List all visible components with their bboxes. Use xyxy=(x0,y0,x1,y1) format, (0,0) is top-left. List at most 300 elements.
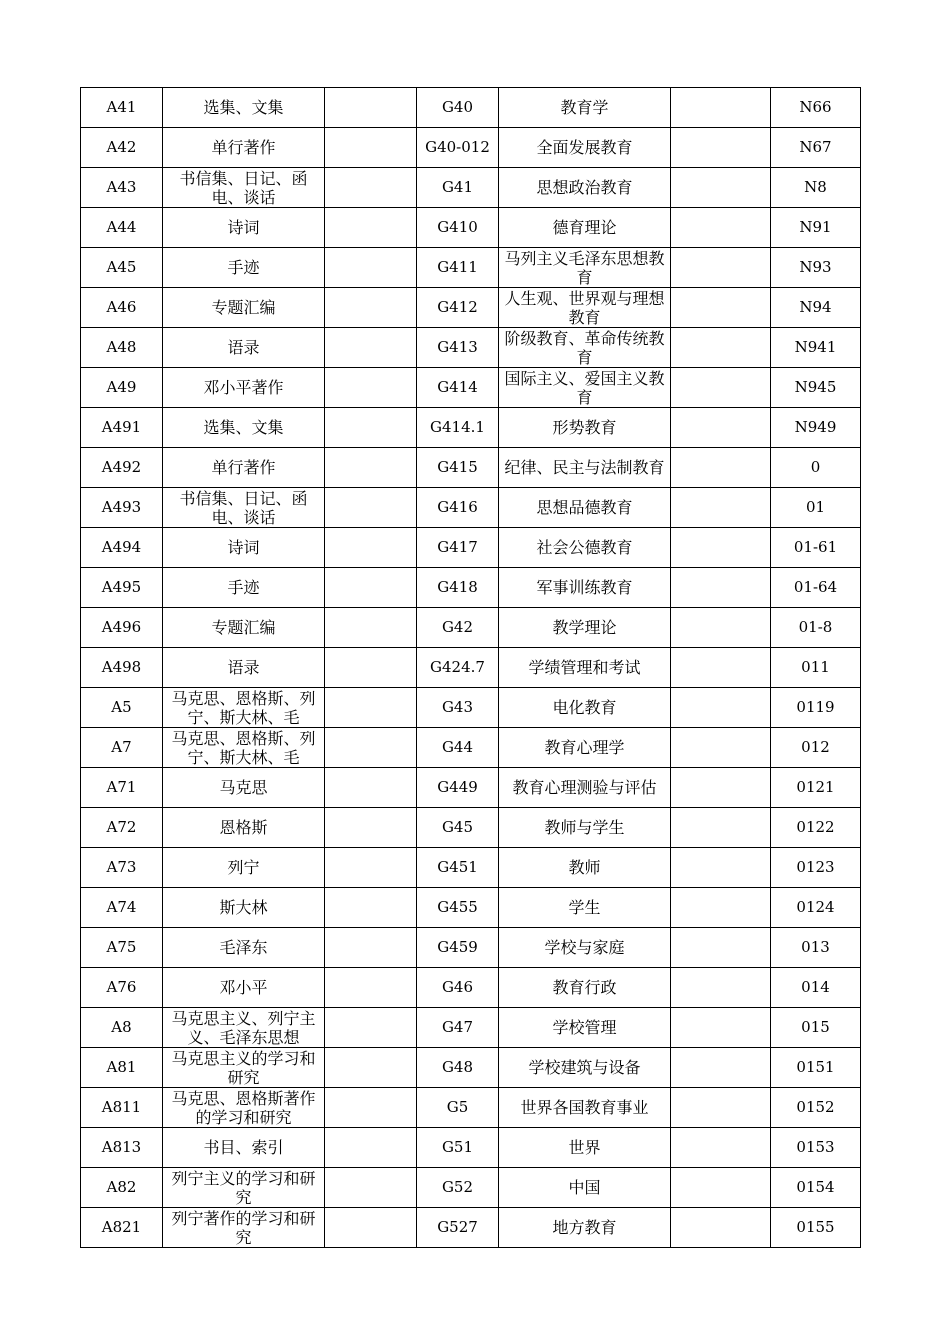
table-cell-code-n xyxy=(771,208,861,248)
table-cell-code-a xyxy=(81,648,163,688)
table-row xyxy=(81,128,861,168)
table-cell-blank-a xyxy=(325,568,417,608)
table-cell-blank-g xyxy=(671,328,771,368)
cell-text: 0119 xyxy=(796,698,835,716)
cell-text: A813 xyxy=(101,1138,142,1156)
table-cell-code-a xyxy=(81,328,163,368)
cell-text: A49 xyxy=(106,378,137,396)
cell-text: 语录 xyxy=(227,658,260,677)
cell-text: G46 xyxy=(441,978,474,996)
cell-text: G40 xyxy=(441,98,474,116)
cell-text: 社会公德教育 xyxy=(536,538,633,557)
table-cell-blank-g xyxy=(671,688,771,728)
cell-text: 列宁 xyxy=(227,858,260,877)
cell-text: 书信集、日记、函电、谈话 xyxy=(179,488,308,527)
table-cell-blank-a xyxy=(325,528,417,568)
table-cell-title-g xyxy=(499,688,671,728)
cell-text: G455 xyxy=(437,898,478,916)
cell-text: 马克思 xyxy=(219,778,268,797)
table-cell-title-g xyxy=(499,608,671,648)
cell-text: G413 xyxy=(437,338,478,356)
table-cell-code-g xyxy=(417,528,499,568)
table-cell-code-a xyxy=(81,128,163,168)
cell-text: 0124 xyxy=(796,898,835,916)
cell-text: 马克思、恩格斯、列宁、斯大林、毛 xyxy=(171,688,316,727)
cell-text: 阶级教育、革命传统教育 xyxy=(504,328,665,367)
cell-text: A821 xyxy=(101,1218,142,1236)
cell-text: 教育心理测验与评估 xyxy=(512,778,657,797)
table-cell-blank-g xyxy=(671,1208,771,1248)
cell-text: A82 xyxy=(106,1178,137,1196)
table-cell-title-a xyxy=(163,1168,325,1208)
table-cell-code-n xyxy=(771,1088,861,1128)
cell-text: 邓小平 xyxy=(219,978,268,997)
cell-text: 学绩管理和考试 xyxy=(528,658,641,677)
table-row xyxy=(81,608,861,648)
table-cell-code-g xyxy=(417,408,499,448)
table-cell-title-a xyxy=(163,368,325,408)
table-cell-blank-a xyxy=(325,968,417,1008)
table-cell-code-g xyxy=(417,1168,499,1208)
table-cell-title-g xyxy=(499,128,671,168)
table-cell-code-a xyxy=(81,408,163,448)
table-row xyxy=(81,968,861,1008)
table-cell-code-n xyxy=(771,288,861,328)
table-row xyxy=(81,488,861,528)
cell-text: 马克思、恩格斯著作的学习和研究 xyxy=(171,1088,316,1127)
cell-text: 0154 xyxy=(796,1178,835,1196)
cell-text: A8 xyxy=(111,1018,132,1036)
table-cell-code-n xyxy=(771,728,861,768)
cell-text: 书目、索引 xyxy=(203,1138,284,1157)
table-cell-code-g xyxy=(417,808,499,848)
cell-text: A495 xyxy=(101,578,142,596)
cell-text: 教师与学生 xyxy=(544,818,625,837)
table-cell-blank-a xyxy=(325,208,417,248)
cell-text: 教育心理学 xyxy=(544,738,625,757)
cell-text: A74 xyxy=(106,898,137,916)
cell-text: G449 xyxy=(437,778,478,796)
table-cell-title-a xyxy=(163,488,325,528)
table-cell-code-n xyxy=(771,568,861,608)
table-cell-blank-a xyxy=(325,768,417,808)
table-cell-blank-a xyxy=(325,128,417,168)
cell-text: 世界 xyxy=(568,1138,601,1157)
cell-text: 思想政治教育 xyxy=(536,178,633,197)
table-cell-code-g xyxy=(417,928,499,968)
table-cell-code-a xyxy=(81,608,163,648)
table-cell-code-n xyxy=(771,368,861,408)
table-row xyxy=(81,1008,861,1048)
cell-text: G417 xyxy=(437,538,478,556)
table-cell-title-a xyxy=(163,968,325,1008)
table-cell-title-g xyxy=(499,768,671,808)
cell-text: N8 xyxy=(804,178,827,196)
table-cell-blank-g xyxy=(671,728,771,768)
cell-text: G451 xyxy=(437,858,478,876)
cell-text: A75 xyxy=(106,938,137,956)
table-cell-blank-g xyxy=(671,368,771,408)
table-cell-title-a xyxy=(163,448,325,488)
table-cell-code-g xyxy=(417,648,499,688)
table-cell-title-g xyxy=(499,88,671,128)
table-cell-code-g xyxy=(417,688,499,728)
table-cell-blank-g xyxy=(671,168,771,208)
table-cell-code-a xyxy=(81,1008,163,1048)
table-cell-blank-g xyxy=(671,208,771,248)
table-cell-blank-g xyxy=(671,648,771,688)
cell-text: 选集、文集 xyxy=(203,418,284,437)
table-cell-blank-g xyxy=(671,288,771,328)
cell-text: 学校建筑与设备 xyxy=(528,1058,641,1077)
table-cell-code-g xyxy=(417,1128,499,1168)
table-cell-title-g xyxy=(499,1088,671,1128)
table-cell-title-g xyxy=(499,928,671,968)
cell-text: G52 xyxy=(441,1178,474,1196)
table-row xyxy=(81,448,861,488)
cell-text: 手迹 xyxy=(227,578,260,597)
classification-table xyxy=(80,87,861,1248)
table-row xyxy=(81,288,861,328)
cell-text: N66 xyxy=(799,98,832,116)
cell-text: A71 xyxy=(106,778,137,796)
cell-text: A7 xyxy=(111,738,132,756)
table-cell-blank-g xyxy=(671,1168,771,1208)
cell-text: A46 xyxy=(106,298,137,316)
table-body xyxy=(81,88,861,1248)
table-cell-title-g xyxy=(499,288,671,328)
table-cell-title-a xyxy=(163,88,325,128)
table-row xyxy=(81,328,861,368)
cell-text: 单行著作 xyxy=(211,458,276,477)
table-cell-code-a xyxy=(81,288,163,328)
table-cell-blank-g xyxy=(671,88,771,128)
table-cell-title-a xyxy=(163,728,325,768)
cell-text: 0153 xyxy=(796,1138,835,1156)
cell-text: N93 xyxy=(799,258,832,276)
cell-text: G414.1 xyxy=(430,418,485,436)
cell-text: 诗词 xyxy=(227,538,260,557)
cell-text: 人生观、世界观与理想教育 xyxy=(504,288,665,327)
table-row xyxy=(81,528,861,568)
table-cell-code-n xyxy=(771,1048,861,1088)
cell-text: G51 xyxy=(441,1138,474,1156)
table-row xyxy=(81,1168,861,1208)
table-cell-code-n xyxy=(771,608,861,648)
table-cell-code-a xyxy=(81,168,163,208)
cell-text: G424.7 xyxy=(430,658,485,676)
cell-text: G418 xyxy=(437,578,478,596)
cell-text: 语录 xyxy=(227,338,260,357)
cell-text: 电化教育 xyxy=(552,698,617,717)
cell-text: 毛泽东 xyxy=(219,938,268,957)
cell-text: A811 xyxy=(101,1098,142,1116)
table-row xyxy=(81,928,861,968)
cell-text: 0 xyxy=(810,458,821,476)
cell-text: G45 xyxy=(441,818,474,836)
cell-text: G40-012 xyxy=(425,138,490,156)
cell-text: G43 xyxy=(441,698,474,716)
table-cell-title-g xyxy=(499,528,671,568)
table-cell-blank-g xyxy=(671,568,771,608)
table-cell-code-g xyxy=(417,1048,499,1088)
cell-text: N949 xyxy=(794,418,837,436)
table-cell-blank-g xyxy=(671,848,771,888)
table-cell-blank-g xyxy=(671,968,771,1008)
cell-text: G412 xyxy=(437,298,478,316)
cell-text: A493 xyxy=(101,498,142,516)
cell-text: 国际主义、爱国主义教育 xyxy=(504,368,665,407)
table-cell-blank-a xyxy=(325,288,417,328)
cell-text: 马克思主义的学习和研究 xyxy=(171,1048,316,1087)
table-cell-code-n xyxy=(771,928,861,968)
table-cell-code-n xyxy=(771,968,861,1008)
table-cell-code-a xyxy=(81,208,163,248)
table-cell-code-n xyxy=(771,1208,861,1248)
table-cell-title-g xyxy=(499,728,671,768)
table-cell-blank-g xyxy=(671,1128,771,1168)
cell-text: G44 xyxy=(441,738,474,756)
table-cell-title-a xyxy=(163,208,325,248)
table-row xyxy=(81,848,861,888)
table-cell-code-a xyxy=(81,968,163,1008)
table-cell-code-n xyxy=(771,848,861,888)
table-cell-title-a xyxy=(163,1008,325,1048)
cell-text: N67 xyxy=(799,138,832,156)
table-cell-blank-a xyxy=(325,608,417,648)
table-cell-title-g xyxy=(499,568,671,608)
table-cell-title-g xyxy=(499,168,671,208)
table-row xyxy=(81,1048,861,1088)
table-cell-code-a xyxy=(81,1168,163,1208)
cell-text: N91 xyxy=(799,218,832,236)
cell-text: 专题汇编 xyxy=(211,618,276,637)
cell-text: 0152 xyxy=(796,1098,835,1116)
cell-text: A72 xyxy=(106,818,137,836)
table-cell-code-a xyxy=(81,528,163,568)
cell-text: 0155 xyxy=(796,1218,835,1236)
cell-text: G41 xyxy=(441,178,474,196)
cell-text: 书信集、日记、函电、谈话 xyxy=(179,168,308,207)
cell-text: 0121 xyxy=(796,778,835,796)
table-row xyxy=(81,1128,861,1168)
cell-text: 纪律、民主与法制教育 xyxy=(504,458,665,477)
cell-text: A45 xyxy=(106,258,137,276)
cell-text: 手迹 xyxy=(227,258,260,277)
table-cell-code-g xyxy=(417,368,499,408)
table-cell-title-g xyxy=(499,1128,671,1168)
cell-text: 教学理论 xyxy=(552,618,617,637)
table-cell-blank-a xyxy=(325,728,417,768)
cell-text: 列宁著作的学习和研究 xyxy=(171,1208,316,1247)
cell-text: 专题汇编 xyxy=(211,298,276,317)
table-cell-code-n xyxy=(771,168,861,208)
table-cell-title-a xyxy=(163,1048,325,1088)
table-cell-title-a xyxy=(163,768,325,808)
table-cell-blank-a xyxy=(325,88,417,128)
table-cell-code-g xyxy=(417,888,499,928)
table-cell-blank-a xyxy=(325,1128,417,1168)
table-cell-code-a xyxy=(81,928,163,968)
cell-text: 0122 xyxy=(796,818,835,836)
table-cell-title-a xyxy=(163,888,325,928)
table-cell-code-g xyxy=(417,488,499,528)
table-cell-code-n xyxy=(771,648,861,688)
table-row xyxy=(81,888,861,928)
table-cell-title-g xyxy=(499,1008,671,1048)
table-cell-blank-a xyxy=(325,328,417,368)
cell-text: 世界各国教育事业 xyxy=(520,1098,649,1117)
cell-text: 马克思主义、列宁主义、毛泽东思想 xyxy=(171,1008,316,1047)
table-cell-code-a xyxy=(81,448,163,488)
table-row xyxy=(81,408,861,448)
table-cell-title-a xyxy=(163,688,325,728)
table-cell-blank-a xyxy=(325,168,417,208)
cell-text: 01-8 xyxy=(798,618,833,636)
table-cell-code-n xyxy=(771,768,861,808)
table-row xyxy=(81,768,861,808)
cell-text: A81 xyxy=(106,1058,137,1076)
table-cell-title-a xyxy=(163,408,325,448)
table-cell-title-a xyxy=(163,928,325,968)
table-cell-code-n xyxy=(771,528,861,568)
cell-text: A42 xyxy=(106,138,137,156)
table-cell-code-g xyxy=(417,568,499,608)
cell-text: 军事训练教育 xyxy=(536,578,633,597)
table-row xyxy=(81,88,861,128)
table-cell-blank-a xyxy=(325,1008,417,1048)
table-cell-blank-a xyxy=(325,888,417,928)
cell-text: A48 xyxy=(106,338,137,356)
table-cell-blank-g xyxy=(671,528,771,568)
cell-text: A41 xyxy=(106,98,137,116)
table-cell-blank-a xyxy=(325,1088,417,1128)
table-cell-code-a xyxy=(81,848,163,888)
table-cell-code-n xyxy=(771,488,861,528)
cell-text: N94 xyxy=(799,298,832,316)
table-cell-code-n xyxy=(771,1008,861,1048)
table-cell-blank-a xyxy=(325,1168,417,1208)
cell-text: 012 xyxy=(801,738,830,756)
table-row xyxy=(81,1088,861,1128)
table-cell-blank-g xyxy=(671,448,771,488)
table-cell-blank-a xyxy=(325,1208,417,1248)
table-cell-title-a xyxy=(163,1088,325,1128)
cell-text: 诗词 xyxy=(227,218,260,237)
cell-text: 全面发展教育 xyxy=(536,138,633,157)
table-cell-title-g xyxy=(499,648,671,688)
table-row xyxy=(81,368,861,408)
cell-text: 邓小平著作 xyxy=(203,378,284,397)
cell-text: A494 xyxy=(101,538,142,556)
table-row xyxy=(81,728,861,768)
cell-text: A73 xyxy=(106,858,137,876)
cell-text: A76 xyxy=(106,978,137,996)
cell-text: A491 xyxy=(101,418,142,436)
table-cell-code-a xyxy=(81,368,163,408)
cell-text: G48 xyxy=(441,1058,474,1076)
table-cell-code-n xyxy=(771,88,861,128)
table-cell-title-a xyxy=(163,808,325,848)
table-cell-blank-g xyxy=(671,128,771,168)
table-cell-blank-g xyxy=(671,928,771,968)
table-cell-blank-g xyxy=(671,608,771,648)
cell-text: 教育行政 xyxy=(552,978,617,997)
table-cell-code-n xyxy=(771,888,861,928)
table-cell-blank-a xyxy=(325,368,417,408)
cell-text: N941 xyxy=(794,338,837,356)
cell-text: 斯大林 xyxy=(219,898,268,917)
cell-text: G5 xyxy=(446,1098,469,1116)
table-cell-blank-g xyxy=(671,1008,771,1048)
table-row xyxy=(81,568,861,608)
table-cell-title-g xyxy=(499,248,671,288)
table-cell-code-a xyxy=(81,688,163,728)
table-cell-blank-g xyxy=(671,248,771,288)
table-cell-blank-g xyxy=(671,488,771,528)
cell-text: G42 xyxy=(441,618,474,636)
table-cell-code-g xyxy=(417,208,499,248)
cell-text: 学生 xyxy=(568,898,601,917)
table-cell-code-a xyxy=(81,1208,163,1248)
cell-text: 学校管理 xyxy=(552,1018,617,1037)
table-cell-title-g xyxy=(499,1048,671,1088)
table-cell-code-n xyxy=(771,328,861,368)
table-cell-code-n xyxy=(771,248,861,288)
table-cell-title-a xyxy=(163,248,325,288)
table-cell-code-a xyxy=(81,728,163,768)
table-cell-title-g xyxy=(499,488,671,528)
cell-text: A496 xyxy=(101,618,142,636)
cell-text: 0123 xyxy=(796,858,835,876)
table-cell-title-a xyxy=(163,848,325,888)
table-cell-blank-a xyxy=(325,928,417,968)
cell-text: G411 xyxy=(437,258,478,276)
cell-text: 单行著作 xyxy=(211,138,276,157)
cell-text: 地方教育 xyxy=(552,1218,617,1237)
table-cell-blank-a xyxy=(325,848,417,888)
cell-text: 恩格斯 xyxy=(219,818,268,837)
cell-text: 思想品德教育 xyxy=(536,498,633,517)
cell-text: 013 xyxy=(801,938,830,956)
table-cell-code-g xyxy=(417,448,499,488)
table-cell-code-g xyxy=(417,1208,499,1248)
table-cell-title-a xyxy=(163,608,325,648)
table-cell-title-g xyxy=(499,448,671,488)
table-cell-title-g xyxy=(499,1168,671,1208)
table-cell-blank-g xyxy=(671,888,771,928)
table-cell-code-n xyxy=(771,448,861,488)
table-cell-title-g xyxy=(499,848,671,888)
table-cell-title-a xyxy=(163,568,325,608)
cell-text: A43 xyxy=(106,178,137,196)
table-cell-code-a xyxy=(81,1128,163,1168)
table-cell-title-a xyxy=(163,528,325,568)
table-cell-code-a xyxy=(81,808,163,848)
table-cell-title-a xyxy=(163,288,325,328)
table-row xyxy=(81,808,861,848)
table-cell-title-g xyxy=(499,408,671,448)
table-cell-code-g xyxy=(417,128,499,168)
table-cell-title-a xyxy=(163,1128,325,1168)
cell-text: G527 xyxy=(437,1218,478,1236)
table-cell-code-g xyxy=(417,968,499,1008)
cell-text: 学校与家庭 xyxy=(544,938,625,957)
table-cell-code-g xyxy=(417,728,499,768)
table-cell-code-a xyxy=(81,248,163,288)
table-cell-code-a xyxy=(81,568,163,608)
cell-text: G47 xyxy=(441,1018,474,1036)
